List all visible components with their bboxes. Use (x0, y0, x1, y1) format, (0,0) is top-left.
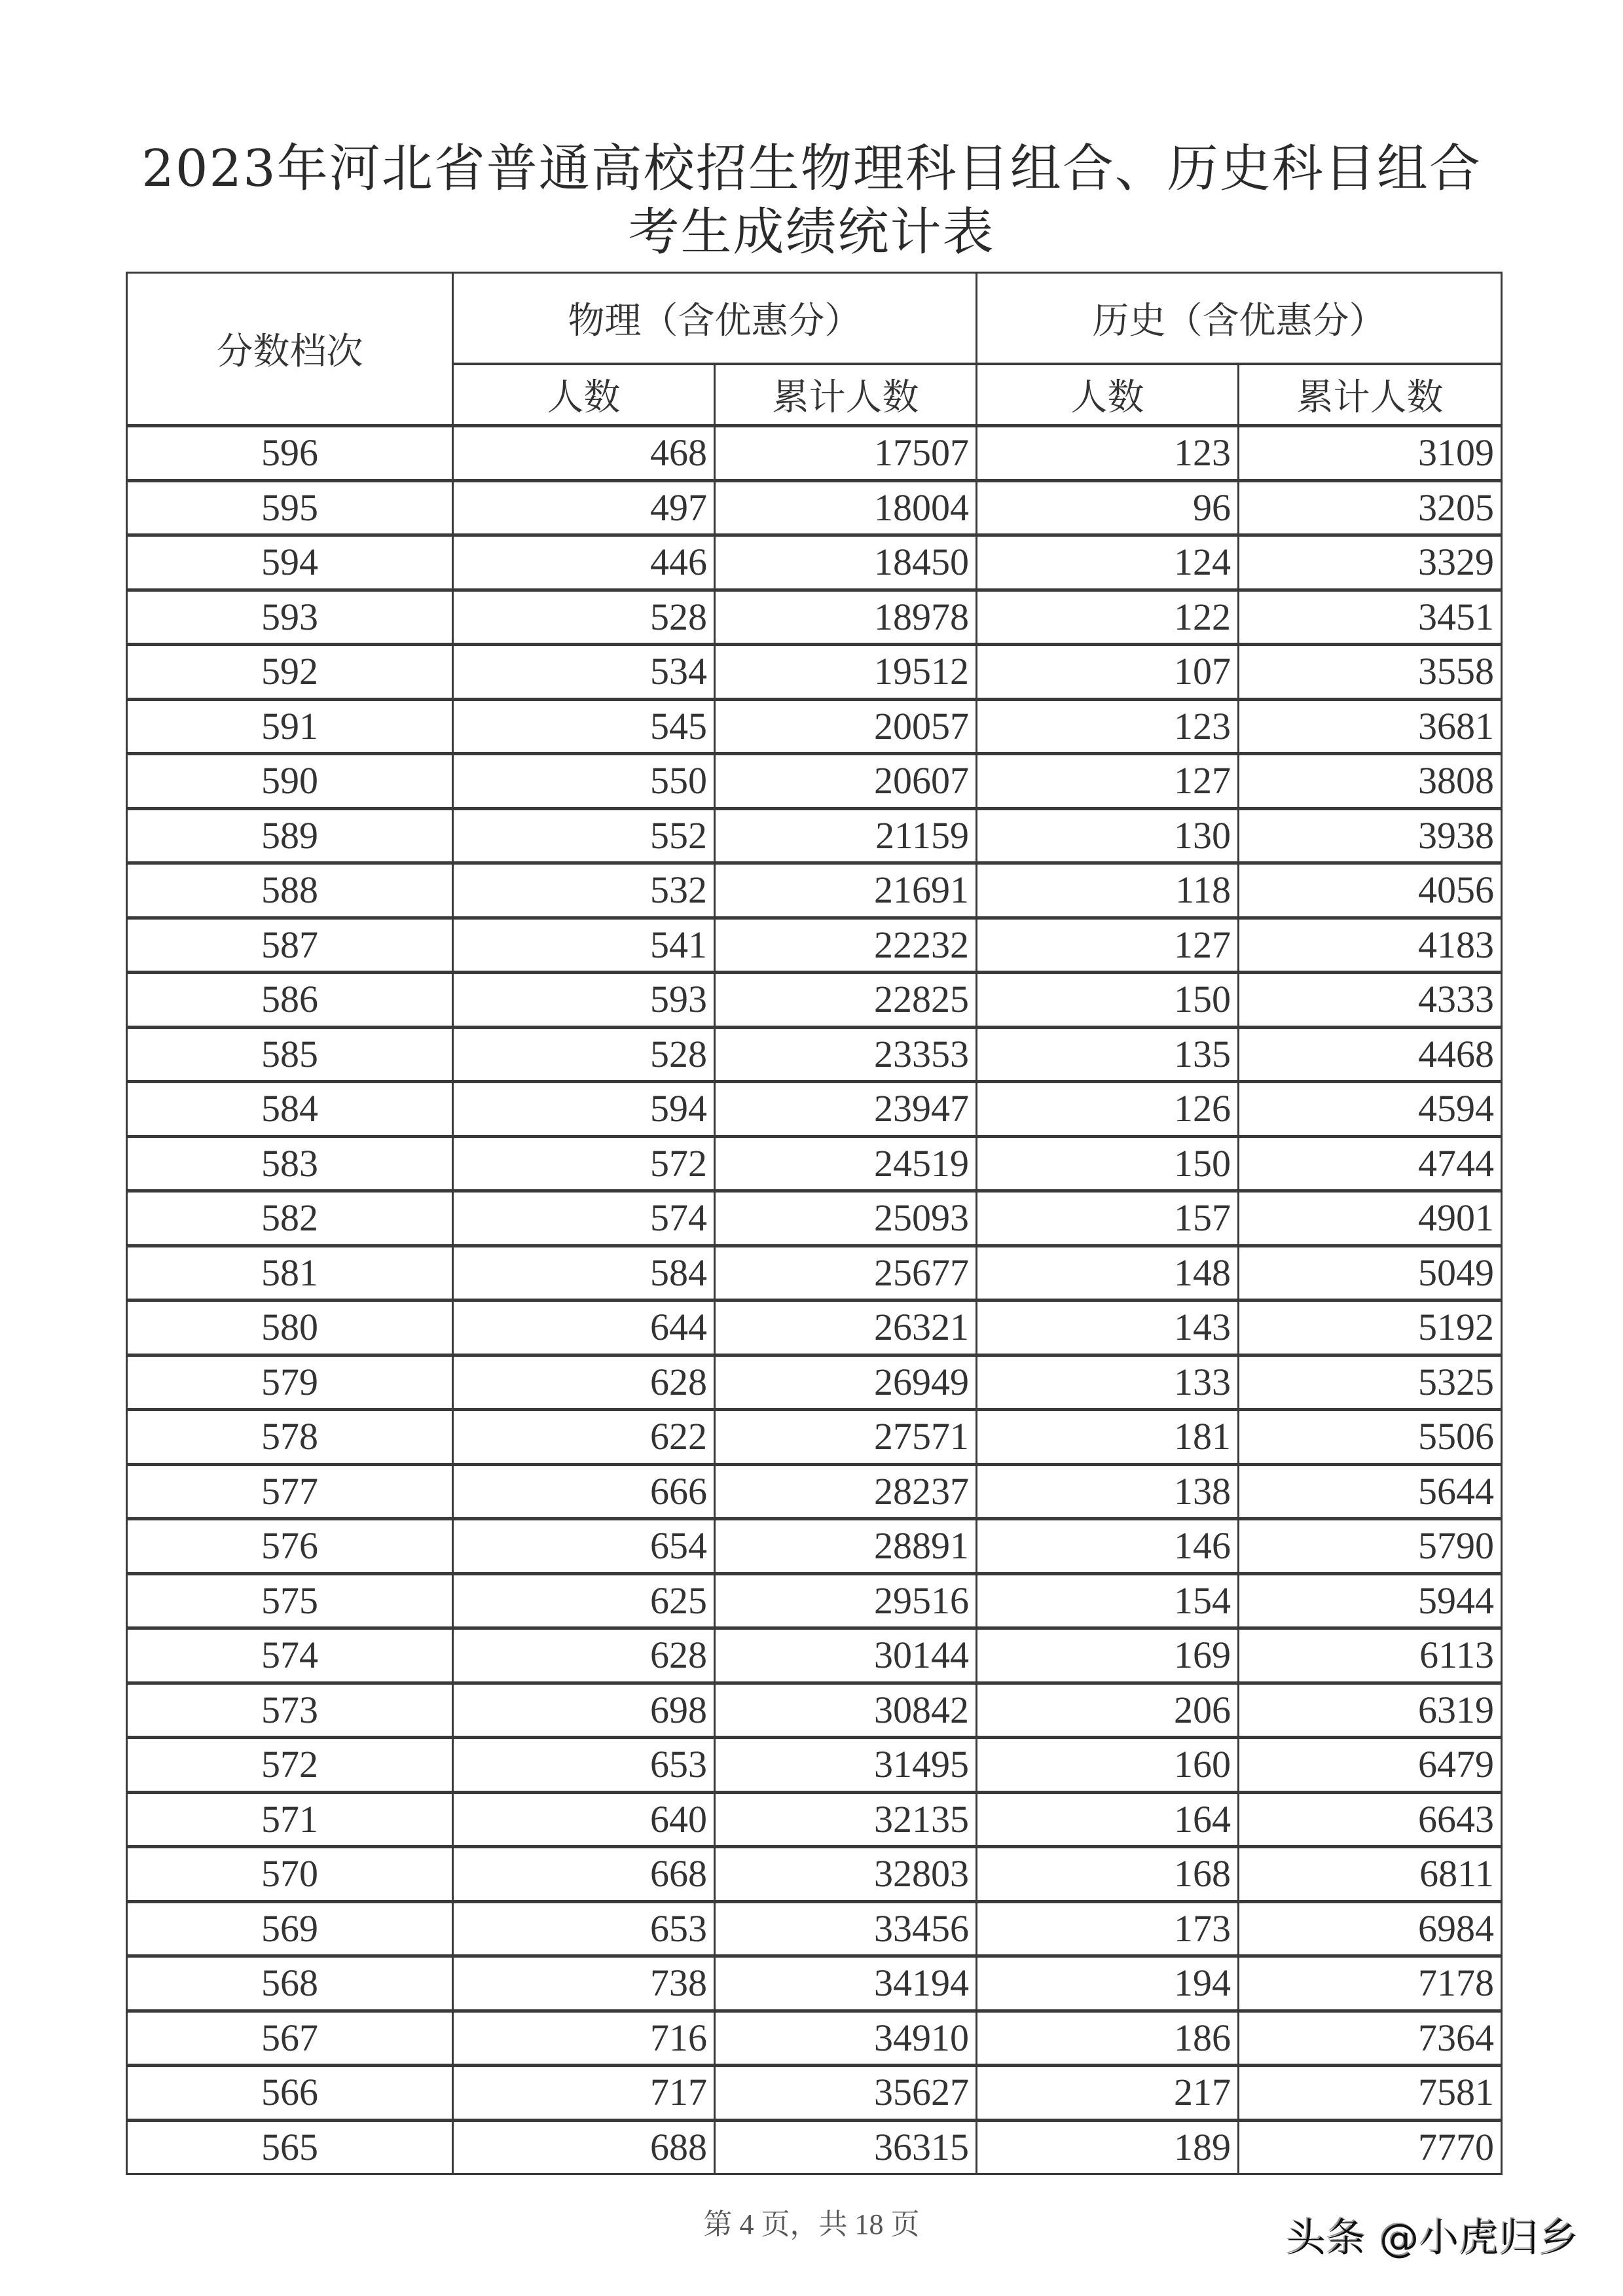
table-row (127, 1027, 1502, 1082)
physics-count-cell: 738 (453, 1956, 715, 2011)
physics-count-cell: 572 (453, 1136, 715, 1191)
table-row (127, 863, 1502, 918)
table-row (127, 535, 1502, 590)
physics-cumulative-cell: 28891 (715, 1519, 977, 1574)
history-cumulative-cell: 5644 (1239, 1464, 1502, 1519)
table-row (127, 1738, 1502, 1793)
physics-count-cell: 497 (453, 480, 715, 535)
history-cumulative-cell: 5192 (1239, 1300, 1502, 1355)
history-cumulative-cell: 4901 (1239, 1191, 1502, 1246)
table-row (127, 1136, 1502, 1191)
history-cumulative-cell: 6984 (1239, 1901, 1502, 1956)
score-band-cell: 595 (127, 480, 453, 535)
physics-count-cell: 594 (453, 1082, 715, 1137)
score-band-cell: 577 (127, 1464, 453, 1519)
history-cumulative-cell: 3938 (1239, 808, 1502, 863)
table-row (127, 1683, 1502, 1738)
score-band-cell: 576 (127, 1519, 453, 1574)
score-band-cell: 583 (127, 1136, 453, 1191)
history-cumulative-cell: 5944 (1239, 1573, 1502, 1628)
history-count-cell: 154 (977, 1573, 1239, 1628)
physics-cumulative-cell: 17507 (715, 426, 977, 481)
history-count-cell: 217 (977, 2066, 1239, 2121)
table-row (127, 1573, 1502, 1628)
history-count-cell: 189 (977, 2120, 1239, 2174)
history-cumulative-cell: 5049 (1239, 1246, 1502, 1300)
table-row (127, 1410, 1502, 1465)
physics-cumulative-cell: 26949 (715, 1355, 977, 1410)
physics-count-cell: 532 (453, 863, 715, 918)
physics-cumulative-cell: 35627 (715, 2066, 977, 2121)
physics-count-cell: 717 (453, 2066, 715, 2121)
score-band-cell: 587 (127, 918, 453, 973)
physics-cumulative-cell: 34910 (715, 2011, 977, 2066)
table-row (127, 1300, 1502, 1355)
header-history-group: 历史（含优惠分） (977, 273, 1502, 365)
history-cumulative-cell: 3808 (1239, 754, 1502, 809)
history-count-cell: 164 (977, 1792, 1239, 1847)
physics-count-cell: 625 (453, 1573, 715, 1628)
score-band-cell: 581 (127, 1246, 453, 1300)
history-count-cell: 181 (977, 1410, 1239, 1465)
physics-count-cell: 628 (453, 1628, 715, 1683)
history-count-cell: 123 (977, 426, 1239, 481)
physics-cumulative-cell: 19512 (715, 645, 977, 700)
table-row (127, 1246, 1502, 1300)
history-count-cell: 118 (977, 863, 1239, 918)
history-cumulative-cell: 4183 (1239, 918, 1502, 973)
physics-count-cell: 468 (453, 426, 715, 481)
score-band-cell: 570 (127, 1847, 453, 1902)
table-row (127, 2120, 1502, 2174)
history-count-cell: 123 (977, 699, 1239, 754)
history-count-cell: 127 (977, 754, 1239, 809)
table-row (127, 590, 1502, 645)
header-physics-count: 人数 (453, 364, 715, 426)
history-count-cell: 150 (977, 1136, 1239, 1191)
score-band-cell: 575 (127, 1573, 453, 1628)
physics-count-cell: 716 (453, 2011, 715, 2066)
history-cumulative-cell: 6643 (1239, 1792, 1502, 1847)
table-row (127, 1355, 1502, 1410)
score-statistics-table (126, 272, 1503, 2175)
history-count-cell: 168 (977, 1847, 1239, 1902)
history-cumulative-cell: 3681 (1239, 699, 1502, 754)
page-number: 第 4 页，共 18 页 (703, 2208, 920, 2240)
score-band-cell: 586 (127, 973, 453, 1028)
physics-count-cell: 528 (453, 590, 715, 645)
physics-cumulative-cell: 34194 (715, 1956, 977, 2011)
history-count-cell: 138 (977, 1464, 1239, 1519)
table-row (127, 699, 1502, 754)
physics-cumulative-cell: 30842 (715, 1683, 977, 1738)
score-band-cell: 582 (127, 1191, 453, 1246)
physics-count-cell: 574 (453, 1191, 715, 1246)
physics-cumulative-cell: 30144 (715, 1628, 977, 1683)
history-cumulative-cell: 3329 (1239, 535, 1502, 590)
history-count-cell: 135 (977, 1027, 1239, 1082)
header-physics-cumulative: 累计人数 (715, 364, 977, 426)
physics-cumulative-cell: 23353 (715, 1027, 977, 1082)
physics-count-cell: 654 (453, 1519, 715, 1574)
table-row (127, 480, 1502, 535)
history-count-cell: 206 (977, 1683, 1239, 1738)
score-band-cell: 584 (127, 1082, 453, 1137)
document-title-line2: 考生成绩统计表 (628, 203, 995, 262)
physics-count-cell: 550 (453, 754, 715, 809)
physics-cumulative-cell: 25093 (715, 1191, 977, 1246)
history-count-cell: 194 (977, 1956, 1239, 2011)
physics-cumulative-cell: 36315 (715, 2120, 977, 2174)
history-count-cell: 150 (977, 973, 1239, 1028)
header-history-count: 人数 (977, 364, 1239, 426)
score-band-cell: 590 (127, 754, 453, 809)
history-count-cell: 126 (977, 1082, 1239, 1137)
score-band-cell: 593 (127, 590, 453, 645)
table-row (127, 2066, 1502, 2121)
score-band-cell: 566 (127, 2066, 453, 2121)
history-cumulative-cell: 4744 (1239, 1136, 1502, 1191)
table-body (127, 426, 1502, 2174)
history-cumulative-cell: 6319 (1239, 1683, 1502, 1738)
history-cumulative-cell: 7770 (1239, 2120, 1502, 2174)
history-cumulative-cell: 3109 (1239, 426, 1502, 481)
history-count-cell: 143 (977, 1300, 1239, 1355)
table-row (127, 426, 1502, 481)
score-band-cell: 571 (127, 1792, 453, 1847)
history-cumulative-cell: 7581 (1239, 2066, 1502, 2121)
score-band-cell: 579 (127, 1355, 453, 1410)
history-cumulative-cell: 3558 (1239, 645, 1502, 700)
history-cumulative-cell: 5325 (1239, 1355, 1502, 1410)
physics-cumulative-cell: 18450 (715, 535, 977, 590)
table-row (127, 1082, 1502, 1137)
physics-cumulative-cell: 23947 (715, 1082, 977, 1137)
physics-cumulative-cell: 24519 (715, 1136, 977, 1191)
physics-count-cell: 545 (453, 699, 715, 754)
physics-cumulative-cell: 28237 (715, 1464, 977, 1519)
table-row (127, 1901, 1502, 1956)
history-cumulative-cell: 6811 (1239, 1847, 1502, 1902)
table-row (127, 1628, 1502, 1683)
physics-count-cell: 552 (453, 808, 715, 863)
score-band-cell: 596 (127, 426, 453, 481)
score-band-cell: 565 (127, 2120, 453, 2174)
score-band-cell: 568 (127, 1956, 453, 2011)
physics-cumulative-cell: 25677 (715, 1246, 977, 1300)
score-band-cell: 589 (127, 808, 453, 863)
table-row (127, 1519, 1502, 1574)
score-band-cell: 573 (127, 1683, 453, 1738)
physics-count-cell: 640 (453, 1792, 715, 1847)
history-cumulative-cell: 3451 (1239, 590, 1502, 645)
physics-cumulative-cell: 33456 (715, 1901, 977, 1956)
physics-cumulative-cell: 32803 (715, 1847, 977, 1902)
document-title-line1: 2023年河北省普通高校招生物理科目组合、历史科目组合 (141, 139, 1482, 198)
history-count-cell: 107 (977, 645, 1239, 700)
physics-cumulative-cell: 26321 (715, 1300, 977, 1355)
physics-count-cell: 666 (453, 1464, 715, 1519)
history-count-cell: 130 (977, 808, 1239, 863)
physics-cumulative-cell: 31495 (715, 1738, 977, 1793)
physics-cumulative-cell: 32135 (715, 1792, 977, 1847)
physics-count-cell: 668 (453, 1847, 715, 1902)
physics-cumulative-cell: 21159 (715, 808, 977, 863)
history-count-cell: 96 (977, 480, 1239, 535)
history-count-cell: 157 (977, 1191, 1239, 1246)
header-score-band: 分数档次 (127, 273, 453, 426)
physics-cumulative-cell: 22232 (715, 918, 977, 973)
physics-count-cell: 628 (453, 1355, 715, 1410)
physics-count-cell: 534 (453, 645, 715, 700)
history-cumulative-cell: 6479 (1239, 1738, 1502, 1793)
header-history-cumulative: 累计人数 (1239, 364, 1502, 426)
physics-cumulative-cell: 29516 (715, 1573, 977, 1628)
score-band-cell: 572 (127, 1738, 453, 1793)
physics-cumulative-cell: 18004 (715, 480, 977, 535)
history-count-cell: 146 (977, 1519, 1239, 1574)
history-cumulative-cell: 5790 (1239, 1519, 1502, 1574)
history-count-cell: 148 (977, 1246, 1239, 1300)
table-row (127, 1847, 1502, 1902)
table-row (127, 808, 1502, 863)
table-row (127, 754, 1502, 809)
history-count-cell: 186 (977, 2011, 1239, 2066)
physics-count-cell: 584 (453, 1246, 715, 1300)
table-row (127, 1792, 1502, 1847)
physics-cumulative-cell: 20057 (715, 699, 977, 754)
history-count-cell: 133 (977, 1355, 1239, 1410)
table-row (127, 1191, 1502, 1246)
score-band-cell: 569 (127, 1901, 453, 1956)
history-cumulative-cell: 6113 (1239, 1628, 1502, 1683)
history-count-cell: 127 (977, 918, 1239, 973)
history-cumulative-cell: 4333 (1239, 973, 1502, 1028)
physics-count-cell: 446 (453, 535, 715, 590)
header-physics-group: 物理（含优惠分） (453, 273, 977, 365)
table-row (127, 918, 1502, 973)
score-band-cell: 591 (127, 699, 453, 754)
score-band-cell: 567 (127, 2011, 453, 2066)
history-count-cell: 160 (977, 1738, 1239, 1793)
history-count-cell: 124 (977, 535, 1239, 590)
physics-count-cell: 688 (453, 2120, 715, 2174)
table-row (127, 2011, 1502, 2066)
physics-count-cell: 644 (453, 1300, 715, 1355)
score-band-cell: 585 (127, 1027, 453, 1082)
physics-cumulative-cell: 18978 (715, 590, 977, 645)
score-band-cell: 578 (127, 1410, 453, 1465)
history-cumulative-cell: 3205 (1239, 480, 1502, 535)
score-band-cell: 592 (127, 645, 453, 700)
history-cumulative-cell: 7364 (1239, 2011, 1502, 2066)
physics-count-cell: 653 (453, 1901, 715, 1956)
score-band-cell: 594 (127, 535, 453, 590)
history-count-cell: 122 (977, 590, 1239, 645)
table-row (127, 1464, 1502, 1519)
physics-cumulative-cell: 21691 (715, 863, 977, 918)
physics-cumulative-cell: 20607 (715, 754, 977, 809)
table-row (127, 645, 1502, 700)
physics-count-cell: 541 (453, 918, 715, 973)
history-cumulative-cell: 4056 (1239, 863, 1502, 918)
history-cumulative-cell: 4594 (1239, 1082, 1502, 1137)
table-row (127, 973, 1502, 1028)
table-row (127, 1956, 1502, 2011)
score-band-cell: 574 (127, 1628, 453, 1683)
score-band-cell: 588 (127, 863, 453, 918)
physics-count-cell: 653 (453, 1738, 715, 1793)
history-cumulative-cell: 4468 (1239, 1027, 1502, 1082)
score-band-cell: 580 (127, 1300, 453, 1355)
physics-cumulative-cell: 22825 (715, 973, 977, 1028)
watermark: 头条 @小虎归乡 (1286, 2215, 1580, 2261)
history-cumulative-cell: 7178 (1239, 1956, 1502, 2011)
physics-count-cell: 622 (453, 1410, 715, 1465)
history-count-cell: 169 (977, 1628, 1239, 1683)
physics-count-cell: 593 (453, 973, 715, 1028)
physics-count-cell: 698 (453, 1683, 715, 1738)
history-count-cell: 173 (977, 1901, 1239, 1956)
physics-count-cell: 528 (453, 1027, 715, 1082)
physics-cumulative-cell: 27571 (715, 1410, 977, 1465)
history-cumulative-cell: 5506 (1239, 1410, 1502, 1465)
